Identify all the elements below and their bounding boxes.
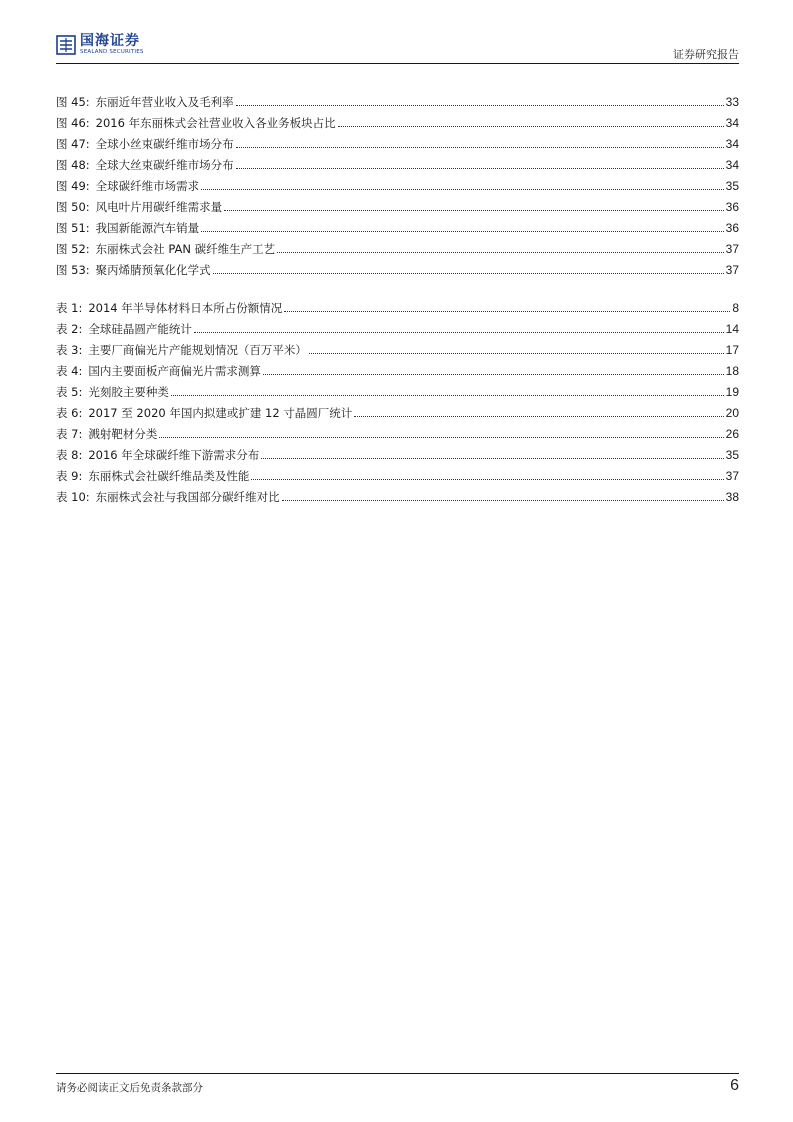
toc-entry-page: 35 xyxy=(725,179,739,193)
header-divider xyxy=(56,63,739,64)
toc-entry-page: 19 xyxy=(725,385,739,399)
toc-entry-label: 图 49: xyxy=(56,179,90,193)
toc-entry[interactable] xyxy=(56,378,739,399)
toc-entry-label: 表 1: xyxy=(56,301,83,315)
toc-entry[interactable] xyxy=(56,193,739,214)
toc-entry-page: 37 xyxy=(725,242,739,256)
toc-dot-leader xyxy=(263,374,724,375)
toc-entry[interactable] xyxy=(56,441,739,462)
toc-entry-title: 风电叶片用碳纤维需求量 xyxy=(95,200,223,214)
toc-entry-page: 34 xyxy=(725,116,739,130)
toc-dot-leader xyxy=(309,353,724,354)
table-index xyxy=(56,294,739,504)
toc-entry-page: 26 xyxy=(725,427,739,441)
toc-entry-label: 图 47: xyxy=(56,137,90,151)
toc-dot-leader xyxy=(338,126,724,127)
toc-entry-page: 18 xyxy=(725,364,739,378)
toc-entry-label: 表 6: xyxy=(56,406,83,420)
toc-entry-label: 表 9: xyxy=(56,469,83,483)
toc-entry-label: 图 45: xyxy=(56,95,90,109)
table-list xyxy=(56,294,739,504)
toc-dot-leader xyxy=(261,458,723,459)
toc-dot-leader xyxy=(171,395,724,396)
toc-entry[interactable] xyxy=(56,315,739,336)
toc-entry-title: 东丽株式会社 PAN 碳纤维生产工艺 xyxy=(95,242,276,256)
toc-entry-title: 2017 至 2020 年国内拟建或扩建 12 寸晶圆厂统计 xyxy=(88,406,353,420)
toc-dot-leader xyxy=(201,189,723,190)
toc-entry-title: 我国新能源汽车销量 xyxy=(95,221,200,235)
logo-chinese-name: 国海证券 xyxy=(80,33,140,49)
toc-entry-page: 37 xyxy=(725,263,739,277)
toc-entry-label: 表 5: xyxy=(56,385,83,399)
toc-entry-title: 东丽株式会社与我国部分碳纤维对比 xyxy=(95,490,280,504)
toc-entry[interactable] xyxy=(56,399,739,420)
figure-list xyxy=(56,88,739,277)
toc-entry-label: 图 53: xyxy=(56,263,90,277)
footer-disclaimer: 请务必阅读正文后免责条款部分 xyxy=(56,1082,203,1094)
toc-entry[interactable] xyxy=(56,483,739,504)
toc-entry[interactable] xyxy=(56,420,739,441)
toc-entry-page: 38 xyxy=(725,490,739,504)
toc-entry-title: 2016 年东丽株式会社营业收入各业务板块占比 xyxy=(95,116,336,130)
toc-entry-label: 表 2: xyxy=(56,322,83,336)
toc-entry-title: 全球大丝束碳纤维市场分布 xyxy=(95,158,234,172)
toc-entry-title: 光刻胶主要种类 xyxy=(88,385,169,399)
toc-entry-label: 表 4: xyxy=(56,364,83,378)
toc-entry[interactable] xyxy=(56,336,739,357)
toc-entry-label: 图 51: xyxy=(56,221,90,235)
toc-entry[interactable] xyxy=(56,214,739,235)
toc-dot-leader xyxy=(224,210,723,211)
toc-entry-page: 34 xyxy=(725,158,739,172)
toc-entry[interactable] xyxy=(56,256,739,277)
toc-dot-leader xyxy=(236,147,724,148)
footer-divider xyxy=(56,1073,739,1074)
toc-dot-leader xyxy=(251,479,723,480)
toc-entry[interactable] xyxy=(56,235,739,256)
toc-entry-page: 37 xyxy=(725,469,739,483)
toc-entry-title: 全球硅晶圆产能统计 xyxy=(88,322,192,336)
toc-entry-title: 东丽近年营业收入及毛利率 xyxy=(95,95,234,109)
toc-entry[interactable] xyxy=(56,130,739,151)
toc-entry-title: 主要厂商偏光片产能规划情况（百万平米） xyxy=(88,343,307,357)
toc-entry-label: 表 3: xyxy=(56,343,83,357)
toc-entry[interactable] xyxy=(56,88,739,109)
logo xyxy=(56,34,144,56)
toc-entry-title: 全球碳纤维市场需求 xyxy=(95,179,200,193)
toc-entry-page: 14 xyxy=(725,322,739,336)
toc-entry-label: 图 50: xyxy=(56,200,90,214)
page-number: 6 xyxy=(730,1077,739,1094)
toc-entry-title: 东丽株式会社碳纤维品类及性能 xyxy=(88,469,250,483)
toc-entry[interactable] xyxy=(56,151,739,172)
toc-entry-page: 36 xyxy=(725,221,739,235)
toc-dot-leader xyxy=(236,105,724,106)
toc-entry-label: 图 46: xyxy=(56,116,90,130)
toc-dot-leader xyxy=(284,311,730,312)
toc-entry-page: 8 xyxy=(732,301,739,315)
page-header xyxy=(56,34,739,64)
toc-entry-label: 表 10: xyxy=(56,490,90,504)
toc-entry[interactable] xyxy=(56,462,739,483)
toc-dot-leader xyxy=(236,168,724,169)
toc-dot-leader xyxy=(213,273,724,274)
toc-entry-page: 20 xyxy=(725,406,739,420)
sealand-logo-icon xyxy=(56,35,76,55)
toc-entry-page: 34 xyxy=(725,137,739,151)
toc-entry-page: 35 xyxy=(725,448,739,462)
toc-dot-leader xyxy=(159,437,723,438)
toc-dot-leader xyxy=(354,416,723,417)
toc-entry-title: 溅射靶材分类 xyxy=(88,427,158,441)
toc-entry[interactable] xyxy=(56,172,739,193)
toc-entry-page: 33 xyxy=(725,95,739,109)
toc-dot-leader xyxy=(194,332,724,333)
logo-english-name: SEALAND SECURITIES xyxy=(80,49,144,55)
report-type: 证券研究报告 xyxy=(673,48,739,61)
toc-dot-leader xyxy=(201,231,723,232)
toc-entry-page: 17 xyxy=(725,343,739,357)
toc-entry[interactable] xyxy=(56,294,739,315)
toc-dot-leader xyxy=(277,252,723,253)
toc-entry-title: 聚丙烯腈预氧化化学式 xyxy=(95,263,211,277)
toc-entry[interactable] xyxy=(56,109,739,130)
toc-entry-page: 36 xyxy=(725,200,739,214)
toc-dot-leader xyxy=(282,500,724,501)
toc-entry-title: 2016 年全球碳纤维下游需求分布 xyxy=(88,448,260,462)
toc-entry-label: 图 48: xyxy=(56,158,90,172)
toc-entry-title: 全球小丝束碳纤维市场分布 xyxy=(95,137,234,151)
toc-entry-label: 表 8: xyxy=(56,448,83,462)
toc-entry[interactable] xyxy=(56,357,739,378)
toc-entry-title: 国内主要面板产商偏光片需求测算 xyxy=(88,364,261,378)
toc-entry-label: 表 7: xyxy=(56,427,83,441)
toc-entry-label: 图 52: xyxy=(56,242,90,256)
figure-index xyxy=(56,88,739,277)
toc-entry-title: 2014 年半导体材料日本所占份额情况 xyxy=(88,301,283,315)
